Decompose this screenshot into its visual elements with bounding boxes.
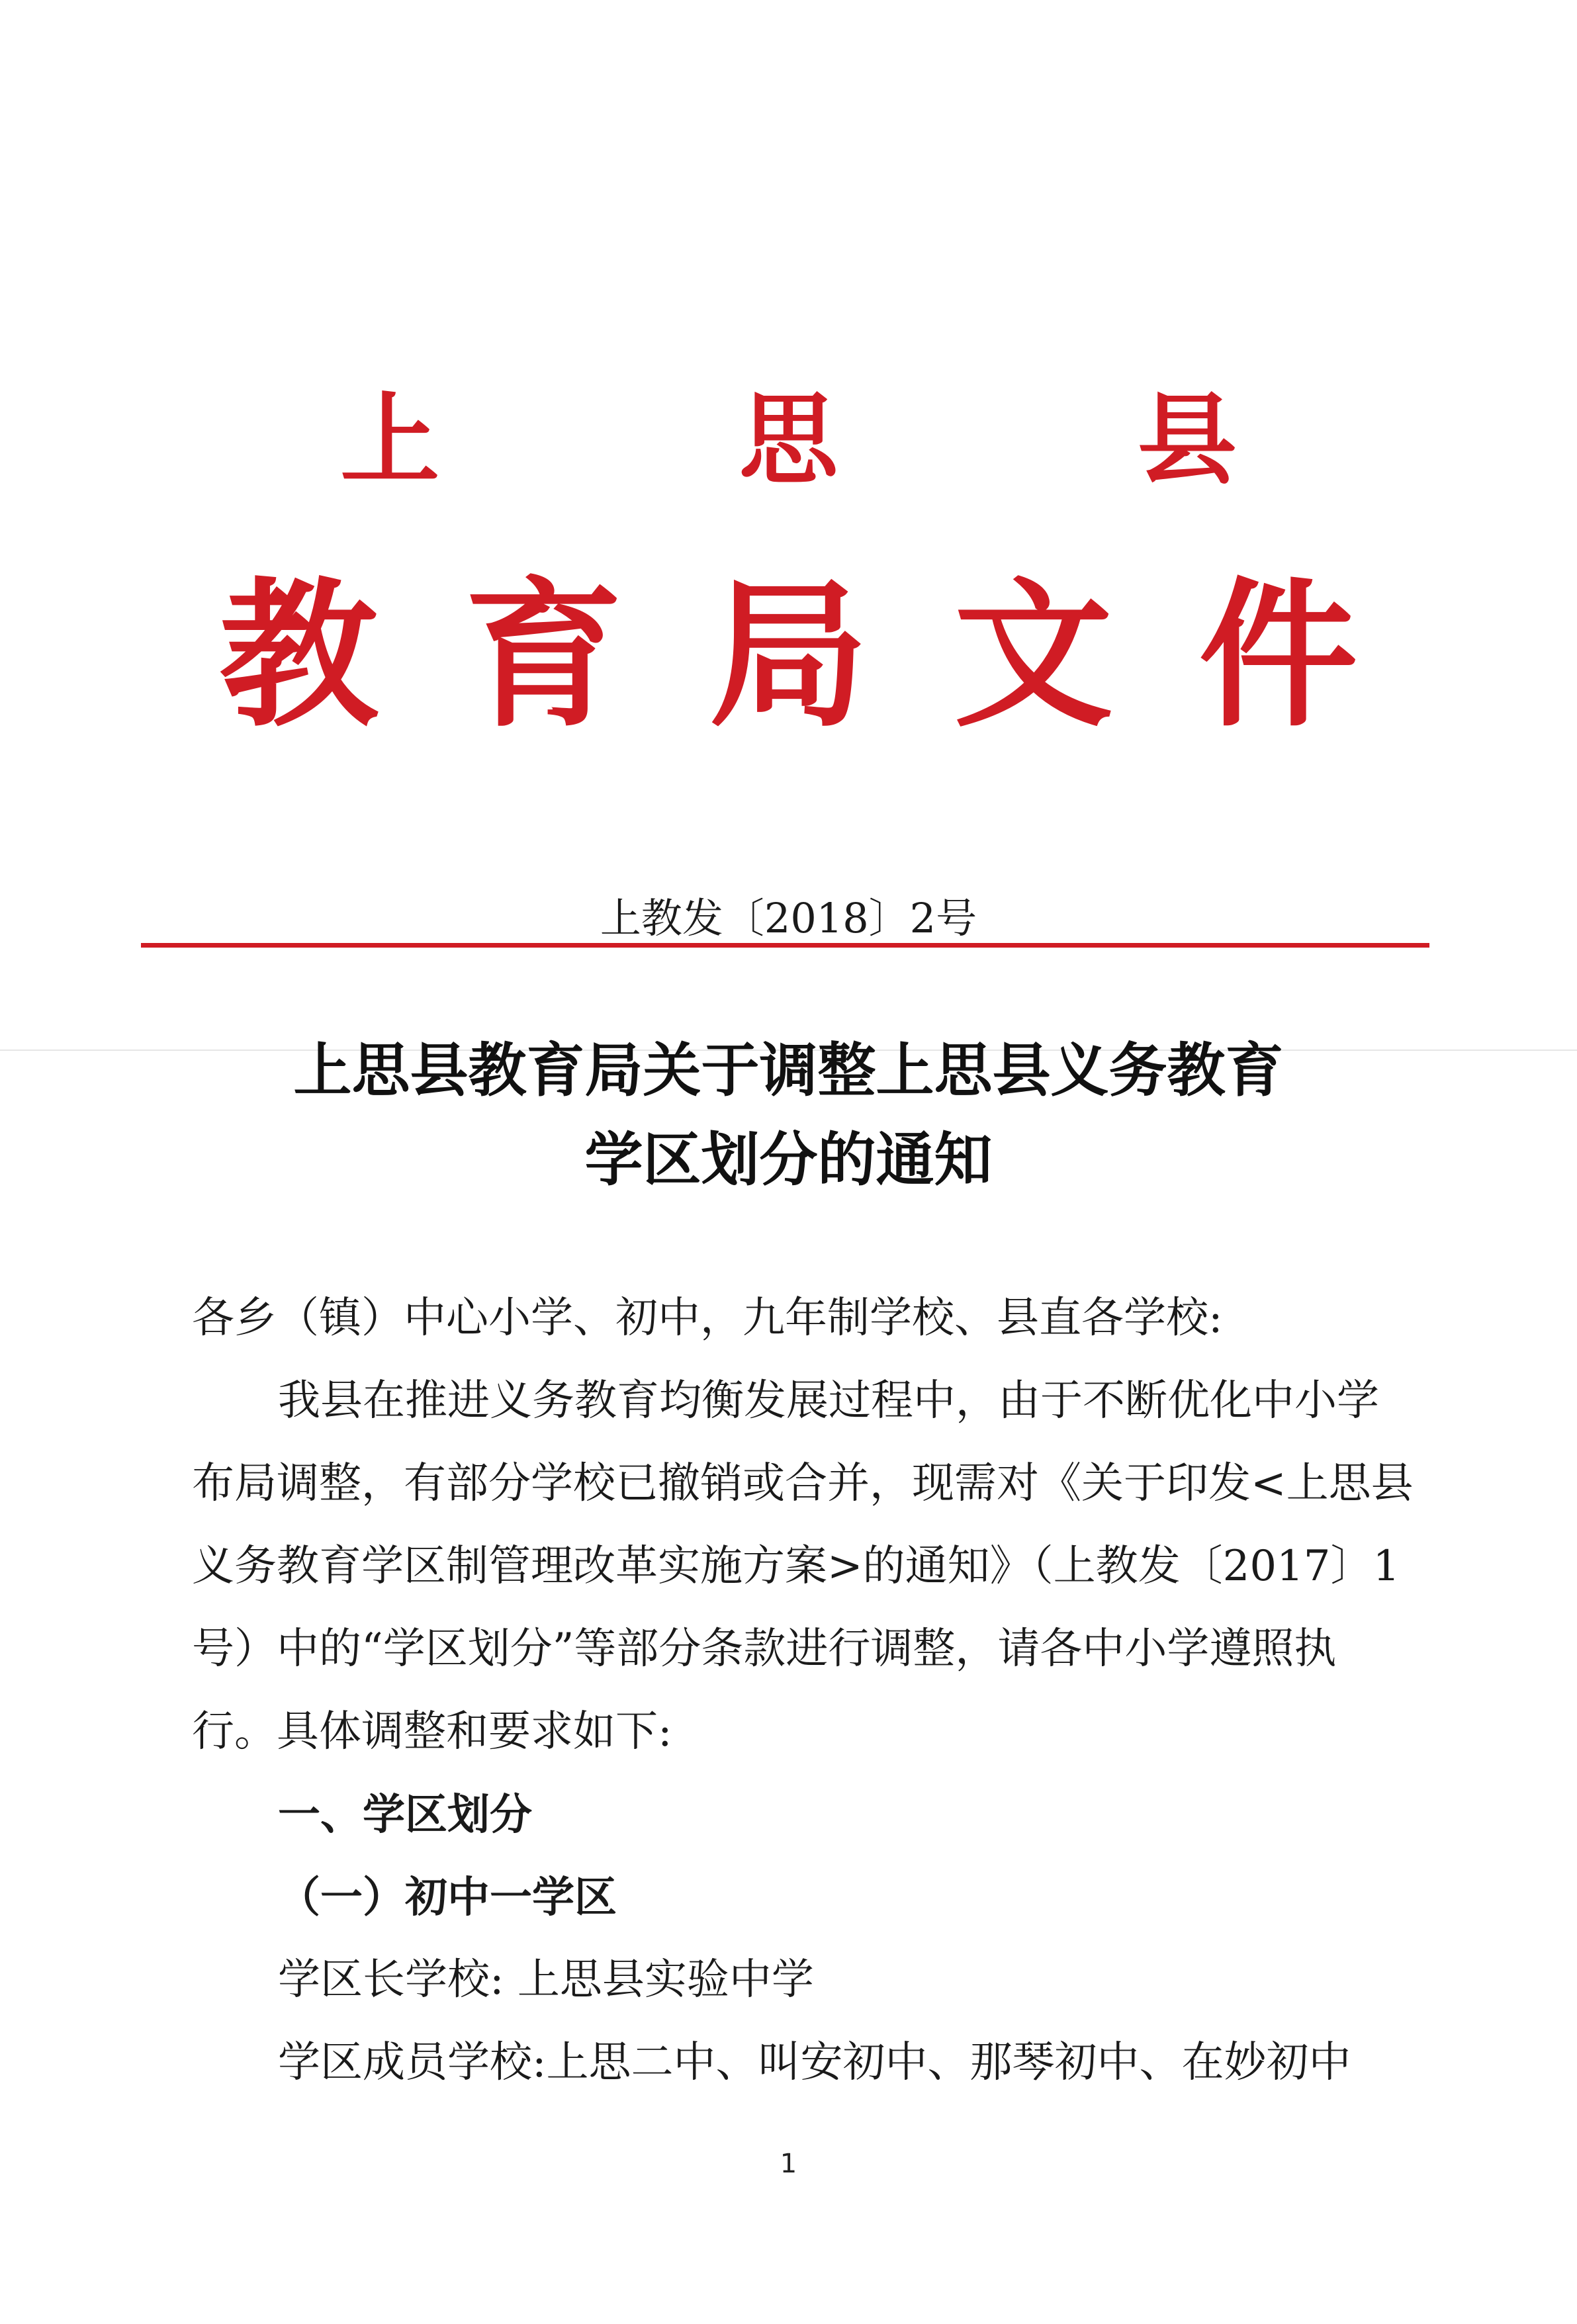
document-header-type: 教育局文件: [219, 562, 1444, 748]
paragraph-line: 行。具体调整和要求如下:: [192, 1707, 672, 1756]
paragraph-line: 义务教育学区制管理改革实施方案>的通知》（上教发〔2017〕1: [192, 1542, 1400, 1591]
document-body: [192, 1277, 1416, 2104]
document-title-line-2: 学区划分的通知: [584, 1125, 993, 1194]
paragraph-line: 号）中的“学区划分”等部分条款进行调整，请各中小学遵照执: [192, 1625, 1337, 1674]
page-number: 1: [780, 2149, 797, 2179]
paragraph-line: 布局调整，有部分学校已撤销或合并，现需对《关于印发<上思县: [192, 1459, 1414, 1508]
district-member-schools: 学区成员学校:上思二中、叫安初中、那琴初中、在妙初中: [278, 2038, 1351, 2087]
document-title-line-1: 上思县教育局关于调整上思县义务教育: [293, 1036, 1284, 1104]
district-head-school: 学区长学校: 上思县实验中学: [278, 1955, 814, 2004]
document-title: [0, 1026, 1577, 1204]
red-divider-rule: [141, 943, 1429, 948]
section-heading: 一、学区划分: [278, 1790, 532, 1840]
paragraph-line: 我县在推进义务教育均衡发展过程中，由于不断优化中小学: [278, 1376, 1379, 1425]
document-header-organization: 上 思 县: [340, 382, 1369, 498]
subsection-heading: （一）初中一学区: [278, 1873, 617, 1922]
salutation: 各乡（镇）中心小学、初中，九年制学校、县直各学校:: [192, 1294, 1223, 1343]
document-number: 上教发〔2018〕2号: [600, 894, 977, 942]
